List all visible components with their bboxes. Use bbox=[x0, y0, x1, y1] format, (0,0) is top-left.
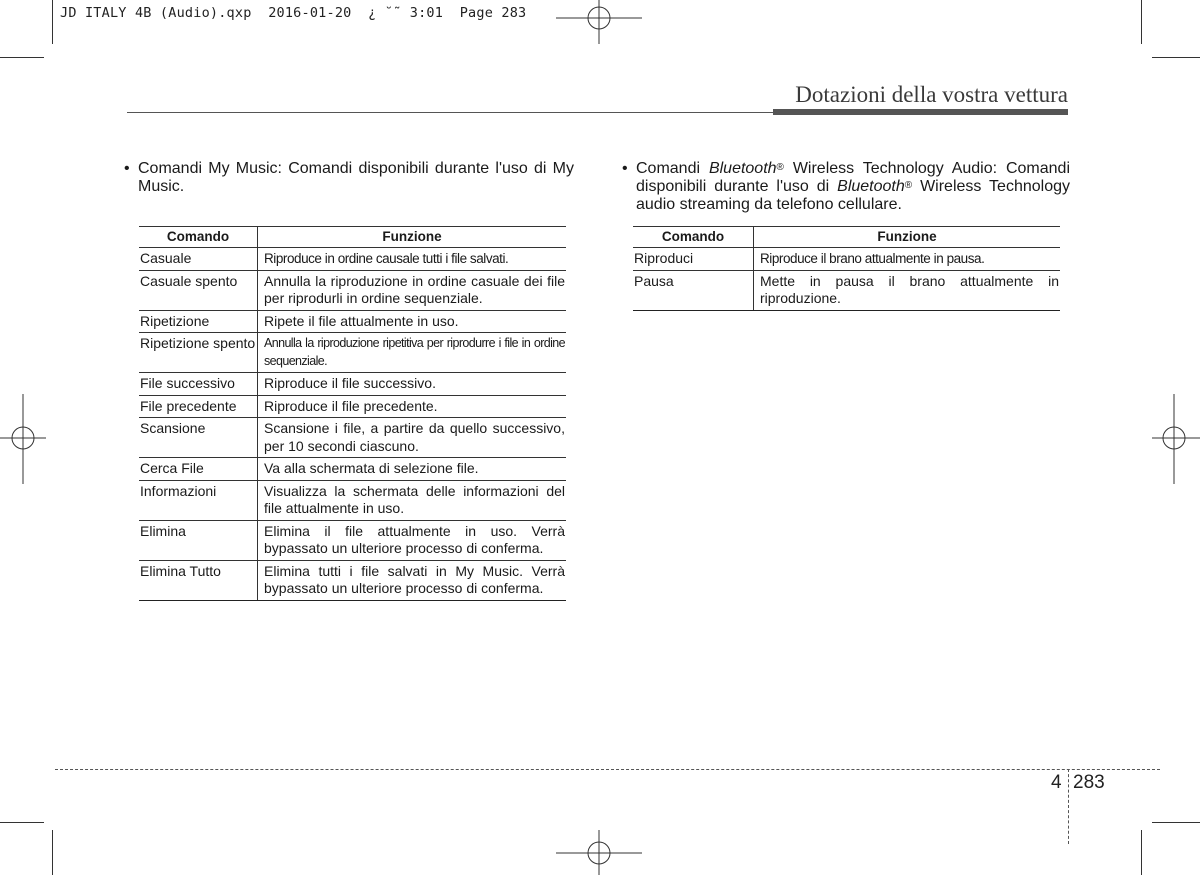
registration-mark-top bbox=[556, 0, 642, 44]
print-slug: JD ITALY 4B (Audio).qxp 2016-01-20 ¿ ˘˜ 3:01 Page 283 bbox=[60, 5, 527, 21]
function-cell: Va alla schermata di selezione file. bbox=[258, 458, 567, 481]
command-cell: Ripetizione bbox=[139, 310, 258, 333]
column-header-comando: Comando bbox=[139, 227, 258, 248]
table-row bbox=[139, 418, 566, 458]
table-row bbox=[139, 373, 566, 396]
function-cell: Riproduce il brano attualmente in pausa. bbox=[754, 248, 1061, 271]
registered-mark: ® bbox=[904, 180, 913, 191]
table-header-row bbox=[139, 227, 566, 248]
function-cell: Elimina il file attualmente in uso. Verrà bypassato un ulteriore processo di conferma. bbox=[258, 520, 567, 560]
function-cell: Annulla la riproduzione ripetitiva per riprodurre i file in ordine sequenziale. bbox=[258, 333, 567, 373]
function-cell: Visualizza la schermata delle informazioni del file attualmente in uso. bbox=[258, 480, 567, 520]
section-title: Dotazioni della vostra vettura bbox=[795, 82, 1068, 107]
table-row bbox=[139, 395, 566, 418]
registration-mark-left bbox=[0, 394, 46, 484]
table-row bbox=[139, 270, 566, 310]
my-music-intro-text: Comandi My Music: Comandi disponibili durante l'uso di My Music. bbox=[138, 160, 574, 195]
command-cell: File precedente bbox=[139, 395, 258, 418]
bluetooth-brand: Bluetooth bbox=[837, 178, 905, 195]
left-column bbox=[124, 160, 574, 196]
bluetooth-intro: • Comandi Bluetooth® Wireless Technology Audio: Comandi disponibili durante l'uso di Bluetooth® Wireless Technology audio streaming da telefono cellulare. bbox=[622, 160, 1070, 213]
my-music-intro: • Comandi My Music: Comandi disponibili durante l'uso di My Music. bbox=[124, 160, 574, 195]
column-header-funzione: Funzione bbox=[258, 227, 567, 248]
bluetooth-commands-table bbox=[633, 226, 1060, 311]
registration-mark-right bbox=[1152, 394, 1200, 484]
chapter-number: 4 bbox=[1051, 772, 1062, 793]
right-column bbox=[622, 160, 1070, 214]
table-header-row bbox=[633, 227, 1060, 248]
table-row bbox=[139, 248, 566, 271]
command-cell: Cerca File bbox=[139, 458, 258, 481]
function-cell: Riproduce in ordine causale tutti i file salvati. bbox=[258, 248, 567, 271]
function-cell: Annulla la riproduzione in ordine casuale dei file per riprodurli in ordine sequenziale. bbox=[258, 270, 567, 310]
table-row bbox=[139, 458, 566, 481]
command-cell: File successivo bbox=[139, 373, 258, 396]
command-cell: Riproduci bbox=[633, 248, 754, 271]
table-row bbox=[633, 248, 1060, 271]
footer-rule bbox=[55, 769, 1160, 770]
command-cell: Informazioni bbox=[139, 480, 258, 520]
command-cell: Scansione bbox=[139, 418, 258, 458]
command-cell: Pausa bbox=[633, 270, 754, 310]
function-cell: Riproduce il file successivo. bbox=[258, 373, 567, 396]
column-header-funzione: Funzione bbox=[754, 227, 1061, 248]
bluetooth-brand: Bluetooth bbox=[708, 160, 777, 177]
function-cell: Scansione i file, a partire da quello successivo, per 10 secondi ciascuno. bbox=[258, 418, 567, 458]
command-cell: Ripetizione spento bbox=[139, 333, 258, 373]
my-music-commands-table bbox=[139, 226, 566, 601]
command-cell: Casuale spento bbox=[139, 270, 258, 310]
command-cell: Elimina bbox=[139, 520, 258, 560]
table-row bbox=[139, 310, 566, 333]
function-cell: Ripete il file attualmente in uso. bbox=[258, 310, 567, 333]
registration-mark-bottom bbox=[556, 830, 642, 875]
function-cell: Elimina tutti i file salvati in My Music. Verrà bypassato un ulteriore processo di conferma. bbox=[258, 560, 567, 600]
page-number: 283 bbox=[1073, 772, 1105, 793]
command-cell: Elimina Tutto bbox=[139, 560, 258, 600]
footer-divider bbox=[1068, 769, 1069, 844]
function-cell: Riproduce il file precedente. bbox=[258, 395, 567, 418]
table-row bbox=[139, 560, 566, 600]
command-cell: Casuale bbox=[139, 248, 258, 271]
header-rule-accent bbox=[773, 109, 1068, 115]
column-header-comando: Comando bbox=[633, 227, 754, 248]
table-row bbox=[139, 333, 566, 373]
table-row bbox=[139, 520, 566, 560]
table-row bbox=[139, 480, 566, 520]
bluetooth-intro-text: Comandi Bluetooth® Wireless Technology Audio: Comandi disponibili durante l'uso di Bluetooth® Wireless Technology audio streaming da telefono cellulare. bbox=[636, 160, 1070, 213]
registered-mark: ® bbox=[776, 162, 784, 173]
function-cell: Mette in pausa il brano attualmente in riproduzione. bbox=[754, 270, 1061, 310]
table-row bbox=[633, 270, 1060, 310]
